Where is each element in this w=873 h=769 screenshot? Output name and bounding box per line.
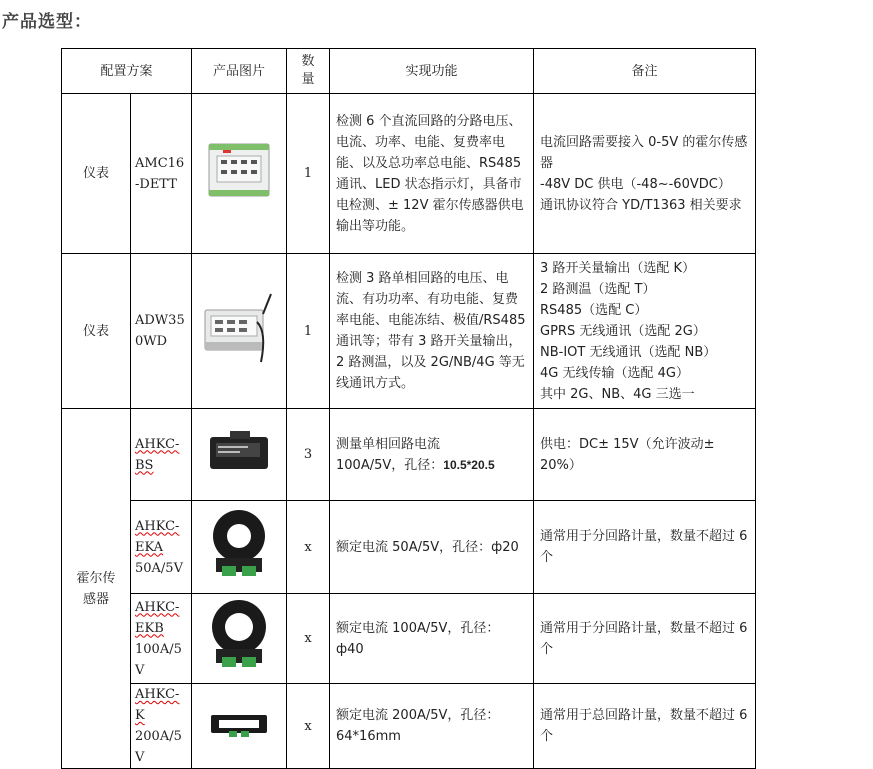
qty-cell: x [287, 594, 330, 684]
remark-line: 其中 2G、NB、4G 三选一 [540, 386, 695, 402]
table-row [62, 409, 756, 501]
model-cell: AHKC-EKB 100A/5V [131, 594, 192, 684]
table-row [62, 501, 756, 594]
remark-cell: 供电：DC± 15V（允许波动± 20%） [534, 409, 756, 501]
remark-cell: 通常用于分回路计量，数量不超过 6 个 [534, 594, 756, 684]
section-heading: 产品选型： [2, 12, 92, 32]
function-cell: 额定电流 50A/5V，孔径：ф20 [330, 501, 534, 594]
product-image-ahkc-k [192, 684, 287, 769]
header-config: 配置方案 [62, 49, 192, 94]
function-cell: 额定电流 200A/5V，孔径：64*16mm [330, 684, 534, 769]
product-image-amc16 [192, 94, 287, 254]
table-row [62, 594, 756, 684]
category-cell: 仪表 [62, 254, 131, 409]
function-cell: 检测 3 路单相回路的电压、电流、有功功率、有功电能、复费率电能、电能冻结、极值/RS485 通讯等；带有 3 路开关量输出，2 路测温，以及 2G/NB/4G 等无线通讯方式。 [330, 254, 534, 409]
remark-line: 电流回路需要接入 0-5V 的霍尔传感器 [540, 134, 748, 171]
wireless-meter-image [201, 292, 277, 364]
table-row [62, 684, 756, 769]
header-qty: 数量 [287, 49, 330, 94]
header-function: 实现功能 [330, 49, 534, 94]
remark-line: 2 路测温（选配 T） [540, 281, 656, 297]
category-cell: 仪表 [62, 94, 131, 254]
product-image-ahkc-eka [192, 501, 287, 594]
remark-line: GPRS 无线通讯（选配 2G） [540, 323, 706, 339]
remark-line: 4G 无线传输（选配 4G） [540, 365, 689, 381]
remark-cell [534, 94, 756, 254]
model-cell: AHKC-EKA 50A/5V [131, 501, 192, 594]
header-remark: 备注 [534, 49, 756, 94]
model-cell: ADW350WD [131, 254, 192, 409]
qty-cell: 1 [287, 254, 330, 409]
meter-module-image [203, 138, 275, 202]
product-selection-table [61, 48, 756, 769]
function-cell [330, 409, 534, 501]
function-line: 100A/5V，孔径：10.5*20.5 [336, 457, 495, 473]
hall-sensor-bs-image [204, 427, 274, 475]
product-image-ahkc-bs [192, 409, 287, 501]
aperture-size: 10.5*20.5 [443, 457, 495, 472]
hall-sensor-eka-image [208, 504, 270, 584]
remark-line: NB-IOT 无线通讯（选配 NB） [540, 344, 717, 360]
remark-cell: 通常用于分回路计量，数量不超过 6 个 [534, 501, 756, 594]
model-cell: AHKC-K 200A/5V [131, 684, 192, 769]
product-image-adw350 [192, 254, 287, 409]
function-cell: 额定电流 100A/5V，孔径：ф40 [330, 594, 534, 684]
remark-cell [534, 254, 756, 409]
table-header-row [62, 49, 756, 94]
header-image: 产品图片 [192, 49, 287, 94]
model-cell: AMC16-DETT [131, 94, 192, 254]
hall-sensor-k-image [207, 707, 271, 739]
qty-cell: 1 [287, 94, 330, 254]
table-row [62, 94, 756, 254]
model-cell: AHKC-BS [131, 409, 192, 501]
remark-cell: 通常用于总回路计量，数量不超过 6 个 [534, 684, 756, 769]
remark-line: -48V DC 供电（-48~-60VDC） [540, 176, 731, 192]
remark-line: 3 路开关量输出（选配 K） [540, 260, 696, 276]
qty-cell: x [287, 684, 330, 769]
remark-line: 通讯协议符合 YD/T1363 相关要求 [540, 197, 742, 213]
function-cell: 检测 6 个直流回路的分路电压、电流、功率、电能、复费率电能、以及总功率总电能、RS485 通讯、LED 状态指示灯，具备市电检测、± 12V 霍尔传感器供电输出等功能。 [330, 94, 534, 254]
hall-category-cell: 霍尔传感器 [62, 409, 131, 769]
qty-cell: x [287, 501, 330, 594]
remark-line: RS485（选配 C） [540, 302, 648, 318]
product-image-ahkc-ekb [192, 594, 287, 684]
hall-sensor-ekb-image [208, 595, 270, 675]
table-row [62, 254, 756, 409]
qty-cell: 3 [287, 409, 330, 501]
function-line: 测量单相回路电流 [336, 436, 441, 452]
